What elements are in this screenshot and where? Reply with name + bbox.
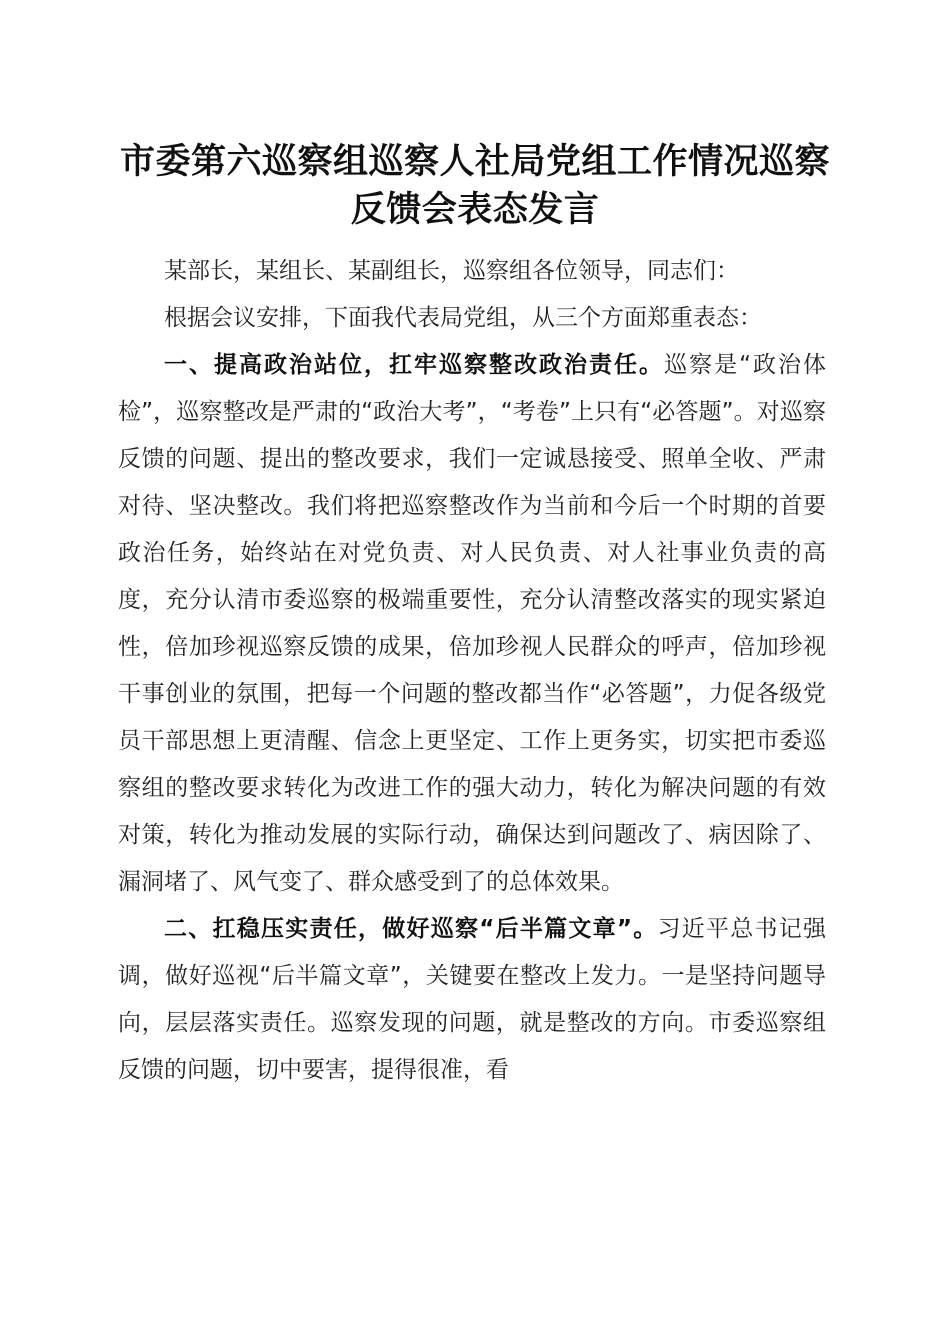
section-2-paragraph — [118, 906, 826, 1094]
document-title — [100, 138, 850, 234]
section-2-text: 习近平总书记强调，做好巡视“后半篇文章”，关键要在整改上发力。一是坚持问题导向，层层落实责任。巡察发现的问题，就是整改的方向。市委巡察组反馈的问题，切中要害，提得很准，看 — [118, 916, 827, 1083]
section-1-paragraph — [118, 342, 826, 906]
section-1-heading: 一、提高政治站位，扛牢巡察整改政治责任。 — [164, 352, 665, 378]
document-body — [118, 248, 826, 1094]
section-1-text: 巡察是“政治体检”，巡察整改是严肃的“政治大考”，“考卷”上只有“必答题”。对巡察反馈的问题、提出的整改要求，我们一定诚恳接受、照单全收、严肃对待、坚决整改。我们将把巡察整改作为当前和今后一个时期的首要政治任务，始终站在对党负责、对人民负责、对人社事业负责的高度，充分认清市委巡察的极端重要性，充分认清整改落实的现实紧迫性，倍加珍视巡察反馈的成果，倍加珍视人民群众的呼声，倍加珍视干事创业的氛围，把每一个问题的整改都当作“必答题”，力促各级党员干部思想上更清醒、信念上更坚定、工作上更务实，切实把市委巡察组的整改要求转化为改进工作的强大动力，转化为解决问题的有效对策，转化为推动发展的实际行动，确保达到问题改了、病因除了、漏洞堵了、风气变了、群众感受到了的总体效果。 — [118, 352, 826, 895]
salutation-paragraph: 某部长，某组长、某副组长，巡察组各位领导，同志们： — [164, 258, 739, 284]
intro-paragraph: 根据会议安排，下面我代表局党组，从三个方面郑重表态： — [164, 305, 762, 331]
title-line-2: 反馈会表态发言 — [350, 189, 600, 230]
section-2-heading: 二、扛稳压实责任，做好巡察“后半篇文章”。 — [164, 916, 658, 942]
title-line-1: 市委第六巡察组巡察人社局党组工作情况巡察 — [119, 141, 830, 182]
